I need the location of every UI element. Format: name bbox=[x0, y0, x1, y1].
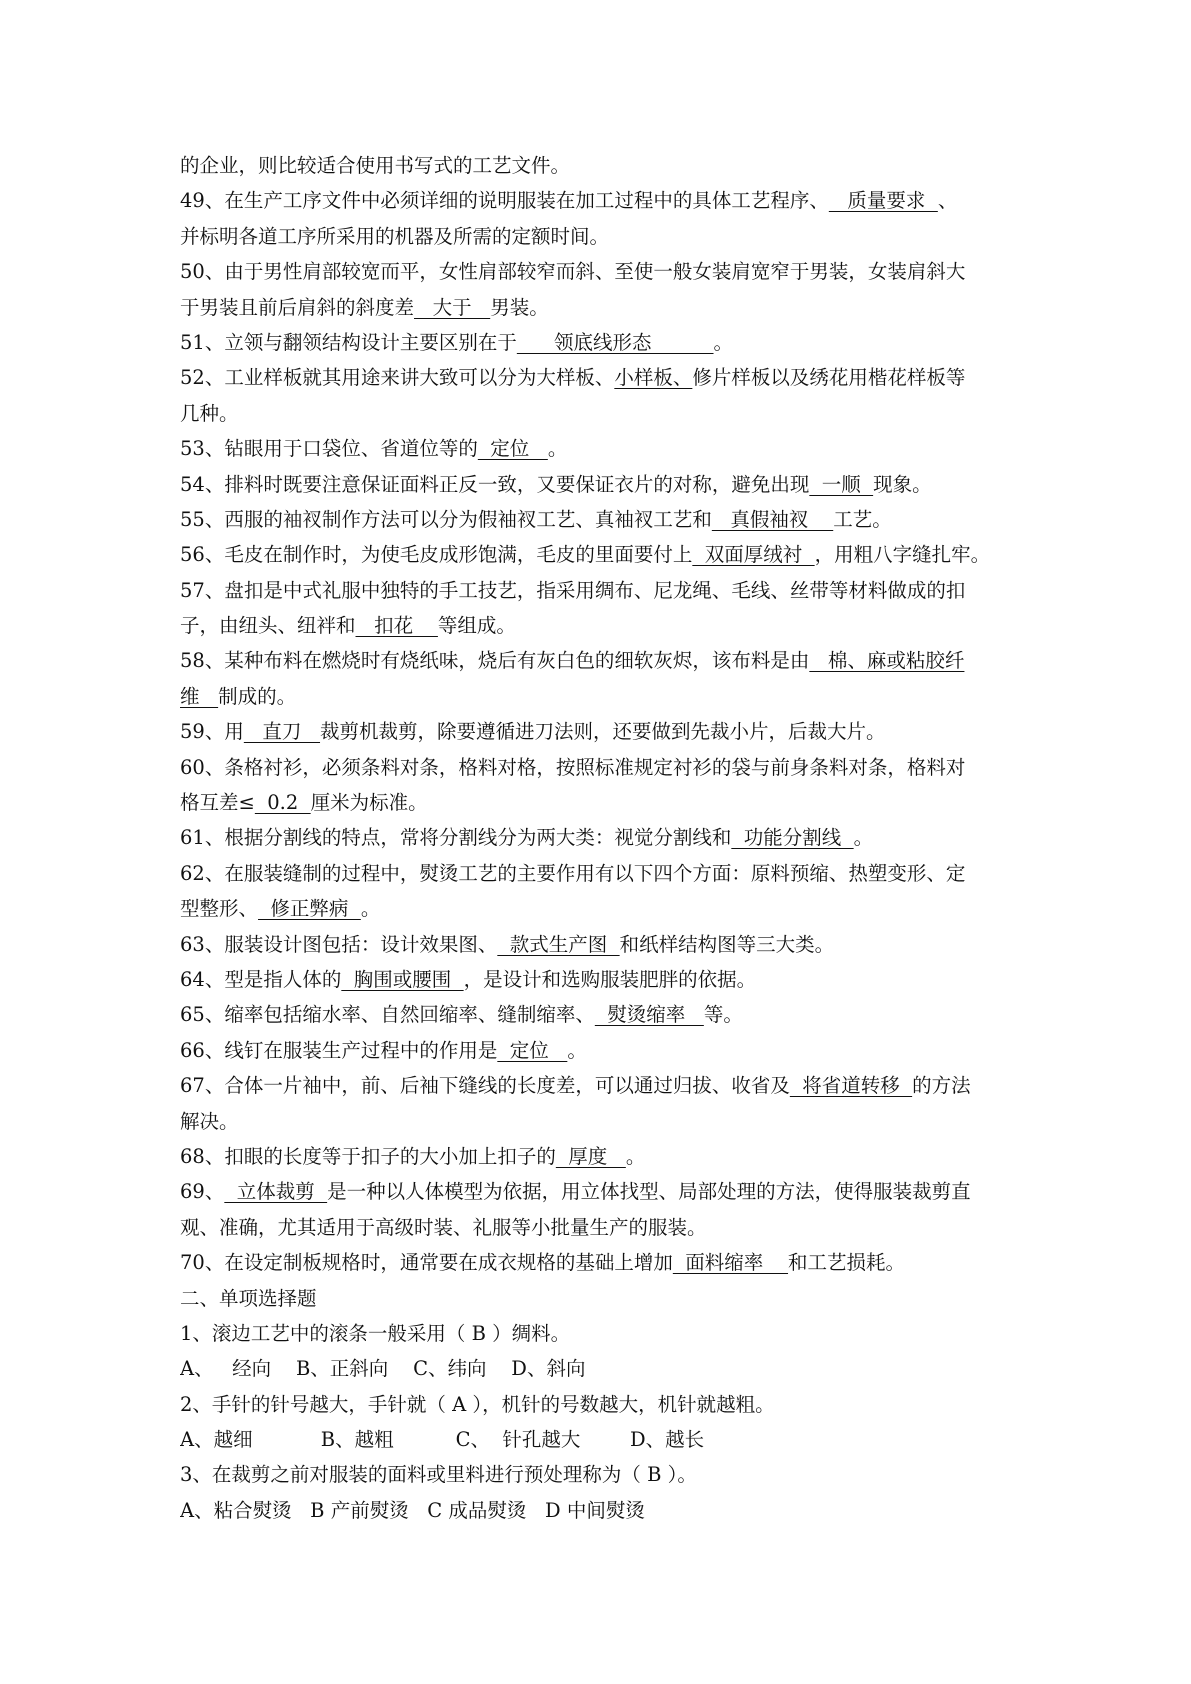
text-segment: 。 bbox=[360, 897, 381, 921]
text-line bbox=[180, 467, 1020, 502]
text-line bbox=[180, 820, 1020, 855]
text-line bbox=[180, 183, 1020, 218]
answer-blank: 款式生产图 bbox=[497, 932, 620, 956]
text-segment: 男装。 bbox=[490, 295, 549, 319]
text-line bbox=[180, 219, 1020, 254]
text-segment: 58、某种布料在燃烧时有烧纸味，烧后有灰白色的细软灰烬，该布料是由 bbox=[180, 649, 810, 673]
text-line bbox=[180, 1281, 1020, 1316]
answer-blank: 直刀 bbox=[243, 720, 321, 744]
answer-blank: 大于 bbox=[414, 295, 491, 319]
text-line bbox=[180, 502, 1020, 537]
text-segment: 厘米为标准。 bbox=[310, 791, 428, 815]
text-line bbox=[180, 254, 1020, 289]
text-line bbox=[180, 537, 1020, 572]
text-line bbox=[180, 1068, 1020, 1103]
text-segment: 70、在设定制板规格时，通常要在成衣规格的基础上增加 bbox=[180, 1251, 673, 1275]
answer-blank: 质量要求 bbox=[828, 189, 938, 213]
text-segment: 等。 bbox=[703, 1003, 743, 1027]
text-segment: 61、根据分割线的特点，常将分割线分为两大类：视觉分割线和 bbox=[180, 826, 732, 850]
text-line bbox=[180, 1174, 1020, 1209]
text-segment: 。 bbox=[567, 1038, 587, 1062]
text-line bbox=[180, 962, 1020, 997]
text-segment: 65、缩率包括缩水率、自然回缩率、缝制缩率、 bbox=[180, 1003, 595, 1027]
text-line bbox=[180, 785, 1020, 820]
text-line bbox=[180, 891, 1020, 926]
text-segment: 的方法 bbox=[912, 1074, 971, 1098]
text-segment: 制成的。 bbox=[218, 684, 297, 708]
text-segment: 。 bbox=[625, 1144, 646, 1168]
text-line bbox=[180, 1104, 1020, 1139]
answer-blank: 领底线形态 bbox=[516, 330, 714, 354]
text-line bbox=[180, 396, 1020, 431]
text-segment: 53、钻眼用于口袋位、省道位等的 bbox=[180, 437, 478, 461]
text-line bbox=[180, 608, 1020, 643]
text-segment: 观、准确，尤其适用于高级时装、礼服等小批量生产的服装。 bbox=[180, 1215, 707, 1239]
answer-blank: 胸围或腰围 bbox=[341, 967, 464, 991]
text-segment: 二、单项选择题 bbox=[180, 1286, 317, 1310]
answer-blank: 功能分割线 bbox=[731, 826, 854, 850]
answer-blank: 厚度 bbox=[555, 1144, 626, 1168]
answer-blank: 棉、麻或粘胶纤 bbox=[809, 649, 965, 673]
text-line bbox=[180, 643, 1020, 678]
text-line bbox=[180, 679, 1020, 714]
answer-blank: 定位 bbox=[497, 1038, 568, 1062]
text-segment: 。 bbox=[853, 826, 874, 850]
answer-blank: 熨烫缩率 bbox=[594, 1003, 704, 1027]
text-segment: 。 bbox=[713, 330, 734, 354]
text-segment: 修片样板以及绣花用楷花样板等 bbox=[692, 366, 966, 390]
text-line bbox=[180, 927, 1020, 962]
text-segment: 55、西服的袖衩制作方法可以分为假袖衩工艺、真袖衩工艺和 bbox=[180, 507, 712, 531]
text-segment: 和工艺损耗。 bbox=[788, 1251, 906, 1275]
answer-blank: 立体裁剪 bbox=[224, 1180, 328, 1204]
text-segment: 解决。 bbox=[180, 1109, 239, 1133]
text-segment: 3、在裁剪之前对服装的面料或里料进行预处理称为（ B ）。 bbox=[180, 1463, 697, 1487]
text-line bbox=[180, 1351, 1020, 1386]
text-segment: 2、手针的针号越大，手针就（ A ），机针的号数越大，机针就越粗。 bbox=[180, 1392, 775, 1416]
text-segment: 格互差≤ bbox=[180, 791, 255, 815]
text-segment: 56、毛皮在制作时，为使毛皮成形饱满，毛皮的里面要付上 bbox=[180, 543, 693, 567]
text-line bbox=[180, 1245, 1020, 1280]
text-segment: 1、滚边工艺中的滚条一般采用（ B ）绸料。 bbox=[180, 1321, 571, 1345]
text-segment: 几种。 bbox=[180, 401, 239, 425]
answer-blank: 扣花 bbox=[355, 614, 438, 638]
text-line bbox=[180, 1316, 1020, 1351]
text-line bbox=[180, 573, 1020, 608]
text-line bbox=[180, 750, 1020, 785]
text-segment: 于男装且前后肩斜的斜度差 bbox=[180, 295, 415, 319]
text-line bbox=[180, 714, 1020, 749]
text-segment: 和纸样结构图等三大类。 bbox=[619, 932, 835, 956]
text-line bbox=[180, 1493, 1020, 1528]
text-line bbox=[180, 325, 1020, 360]
text-segment: A、粘合熨烫 B 产前熨烫 C 成品熨烫 D 中间熨烫 bbox=[180, 1498, 645, 1522]
answer-blank: 0.2 bbox=[254, 791, 311, 815]
answer-blank: 真假袖衩 bbox=[711, 507, 834, 531]
text-segment: 60、条格衬衫，必须条料对条，格料对格，按照标准规定衬衫的袋与前身条料对条，格料对 bbox=[180, 755, 966, 779]
text-line bbox=[180, 1033, 1020, 1068]
answer-blank: 将省道转移 bbox=[789, 1074, 913, 1098]
text-segment: ，用粗八字缝扎牢。 bbox=[814, 543, 991, 567]
text-line bbox=[180, 1139, 1020, 1174]
text-segment: 、 bbox=[937, 189, 958, 213]
text-segment: 的企业，则比较适合使用书写式的工艺文件。 bbox=[180, 154, 571, 177]
text-segment: 等组成。 bbox=[437, 614, 516, 638]
answer-blank: 一顺 bbox=[809, 472, 874, 496]
text-segment: 工艺。 bbox=[833, 507, 892, 531]
text-line bbox=[180, 1387, 1020, 1422]
text-segment: 。 bbox=[547, 437, 568, 461]
text-segment: 67、合体一片袖中，前、后袖下缝线的长度差，可以通过归拔、收省及 bbox=[180, 1074, 790, 1098]
text-segment: 并标明各道工序所采用的机器及所需的定额时间。 bbox=[180, 224, 610, 248]
text-segment: 57、盘扣是中式礼服中独特的手工技艺，指采用绸布、尼龙绳、毛线、丝带等材料做成的扣 bbox=[180, 578, 966, 602]
text-segment: 50、由于男性肩部较宽而平，女性肩部较窄而斜、至使一般女装肩宽窄于男装，女装肩斜大 bbox=[180, 260, 966, 284]
text-segment: 69、 bbox=[180, 1180, 225, 1204]
answer-blank: 维 bbox=[180, 684, 219, 708]
text-line bbox=[180, 1457, 1020, 1492]
document-body bbox=[180, 148, 1020, 1528]
text-line bbox=[180, 1422, 1020, 1457]
text-line bbox=[180, 290, 1020, 325]
text-line bbox=[180, 856, 1020, 891]
text-segment: ，是设计和选购服装肥胖的依据。 bbox=[463, 967, 757, 991]
text-segment: 62、在服装缝制的过程中，熨烫工艺的主要作用有以下四个方面：原料预缩、热塑变形、定 bbox=[180, 861, 966, 885]
text-segment: 54、排料时既要注意保证面料正反一致，又要保证衣片的对称，避免出现 bbox=[180, 472, 810, 496]
text-line bbox=[180, 997, 1020, 1032]
answer-blank: 双面厚绒衬 bbox=[692, 543, 815, 567]
text-segment: 63、服装设计图包括：设计效果图、 bbox=[180, 932, 498, 956]
text-segment: A、 经向 B、正斜向 C、纬向 D、斜向 bbox=[180, 1357, 586, 1381]
text-segment: 49、在生产工序文件中必须详细的说明服装在加工过程中的具体工艺程序、 bbox=[180, 189, 829, 213]
text-segment: 是一种以人体模型为依据，用立体找型、局部处理的方法，使得服装裁剪直 bbox=[327, 1180, 971, 1204]
text-segment: A、越细 B、越粗 C、 针孔越大 D、越长 bbox=[180, 1428, 705, 1452]
text-line bbox=[180, 360, 1020, 395]
text-segment: 52、工业样板就其用途来讲大致可以分为大样板、 bbox=[180, 366, 615, 390]
text-segment: 51、立领与翻领结构设计主要区别在于 bbox=[180, 330, 517, 354]
text-segment: 59、用 bbox=[180, 720, 244, 744]
answer-blank: 面料缩率 bbox=[672, 1251, 789, 1275]
answer-blank: 修正弊病 bbox=[258, 897, 361, 921]
text-segment: 66、线钉在服装生产过程中的作用是 bbox=[180, 1038, 498, 1062]
answer-blank: 小样板、 bbox=[614, 366, 693, 390]
text-line bbox=[180, 431, 1020, 466]
text-segment: 裁剪机裁剪，除要遵循进刀法则，还要做到先裁小片，后裁大片。 bbox=[320, 720, 886, 744]
text-segment: 子，由纽头、纽袢和 bbox=[180, 614, 356, 638]
text-segment: 型整形、 bbox=[180, 897, 259, 921]
text-segment: 现象。 bbox=[873, 472, 932, 496]
text-line bbox=[180, 148, 1020, 183]
answer-blank: 定位 bbox=[477, 437, 548, 461]
text-line bbox=[180, 1210, 1020, 1245]
text-segment: 68、扣眼的长度等于扣子的大小加上扣子的 bbox=[180, 1144, 556, 1168]
text-segment: 64、型是指人体的 bbox=[180, 967, 342, 991]
